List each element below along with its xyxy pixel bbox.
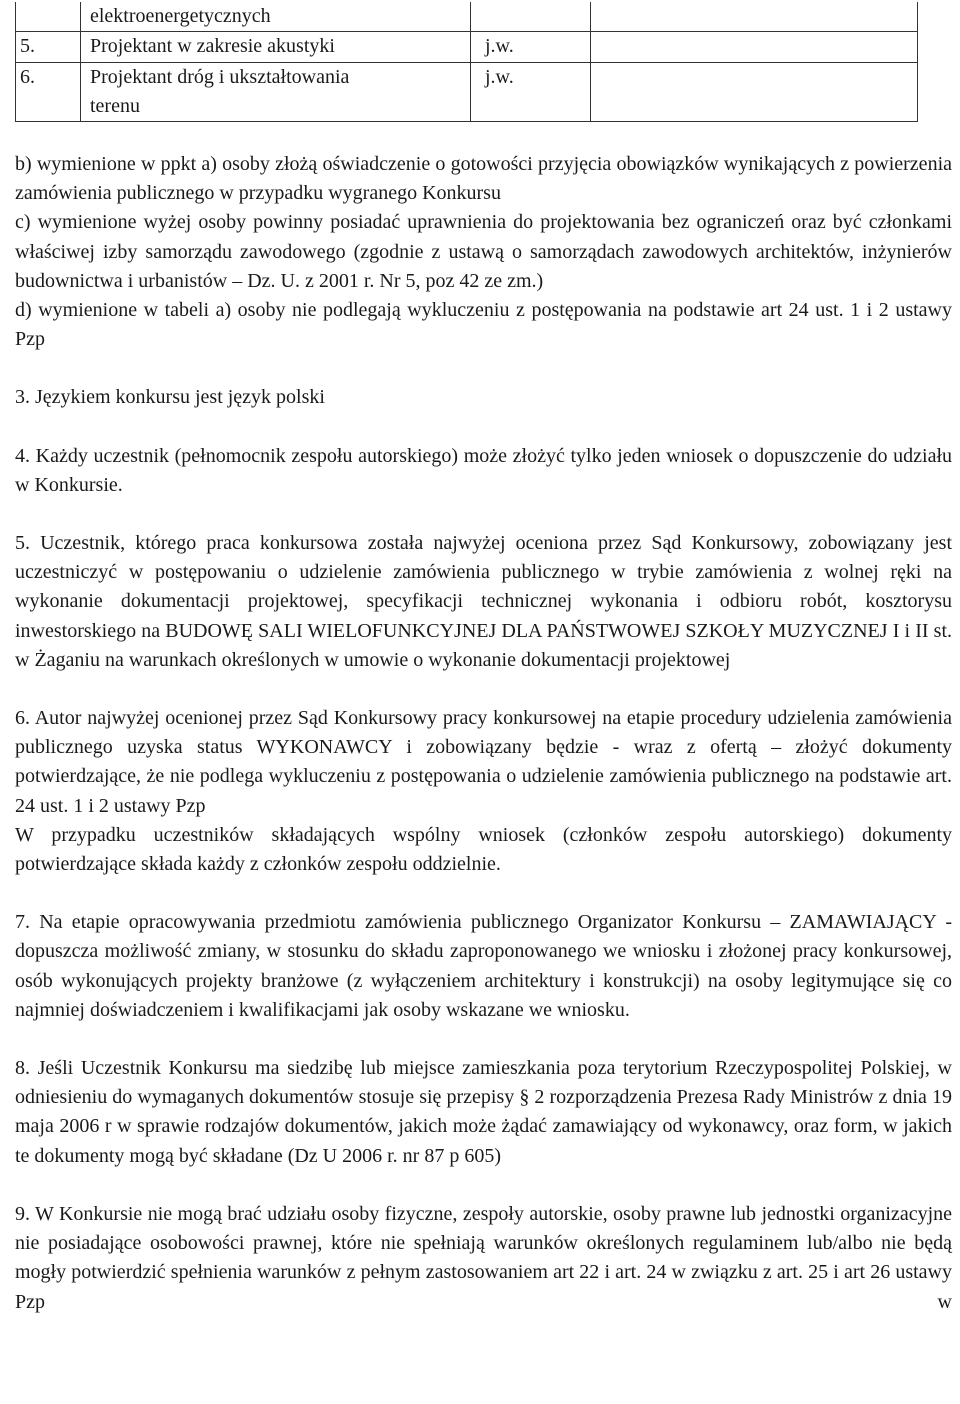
- paragraph-3: 3. Językiem konkursu jest język polski: [15, 386, 325, 409]
- paragraph-7: 7. Na etapie opracowywania przedmiotu zamówienia publicznego Organizator Konkursu – ZAMAWIAJĄCY - dopuszcza możliwość zmiany, w stosunku do składu zaproponowanego we wniosku i złożonej pracy konkursowej, osób wykonujących projekty branżowe (z wyłączeniem architektury i konstrukcji) na osoby legitymujące się co najmniej doświadczeniem i kwalifikacjami jak osoby wskazane we wniosku.: [15, 911, 952, 1021]
- specialists-table: [15, 2, 918, 122]
- paragraph-4: 4. Każdy uczestnik (pełnomocnik zespołu autorskiego) może złożyć tylko jeden wniosek o dopuszczenie do udziału w Konkursie.: [15, 444, 952, 496]
- table-cell-empty: [591, 32, 918, 63]
- row-name-line2: terenu: [90, 95, 140, 117]
- table-cell-name: [81, 2, 471, 32]
- table-cell-num: [16, 32, 81, 63]
- table-row: [16, 63, 918, 122]
- table-row: [16, 2, 918, 32]
- paragraph-9: 9. W Konkursie nie mogą brać udziału osoby fizyczne, zespoły autorskie, osoby prawne lub jednostki organizacyjne nie posiadające osobowości prawnej, które nie spełniają warunków określonych regulaminem lub/albo nie będą mogły potwierdzić spełnienia warunków z pełnym zastosowaniem art 22 i art. 24 w związku z art. 25 i art 26 ustawy Pzp w: [15, 1202, 952, 1313]
- row-name-line1: Projektant dróg i ukształtowania: [90, 66, 350, 88]
- row-number: 6.: [20, 66, 35, 88]
- table-cell-num: [16, 63, 81, 122]
- table-cell-value: [471, 63, 591, 122]
- body-text: [15, 150, 952, 1317]
- paragraph-d: d) wymienione w tabeli a) osoby nie podlegają wykluczeniu z postępowania na podstawie art 24 ust. 1 i 2 ustawy Pzp: [15, 299, 952, 351]
- table-cell-name: [81, 63, 471, 122]
- table-cell-empty: [591, 2, 918, 32]
- paragraph-c: c) wymienione wyżej osoby powinny posiadać uprawnienia do projektowania bez ograniczeń oraz być członkami właściwej izby samorządu zawodowego (zgodnie z ustawą o samorządach zawodowych architektów, inżynierów budownictwa i urbanistów – Dz. U. z 2001 r. Nr 5, poz 42 ze zm.): [15, 211, 952, 292]
- table-row: [16, 32, 918, 63]
- table-cell-num: [16, 2, 81, 32]
- row-value: j.w.: [485, 35, 514, 57]
- table-cell-value: [471, 2, 591, 32]
- paragraph-6b: W przypadku uczestników składających wspólny wniosek (członków zespołu autorskiego) dokumenty potwierdzające składa każdy z członków zespołu oddzielnie.: [15, 823, 952, 876]
- row-value: j.w.: [485, 66, 514, 88]
- paragraph-b: b) wymienione w ppkt a) osoby złożą oświadczenie o gotowości przyjęcia obowiązków wynikających z powierzenia zamówienia publicznego w przypadku wygranego Konkursu: [15, 153, 952, 205]
- paragraph-5: 5. Uczestnik, którego praca konkursowa została najwyżej oceniona przez Sąd Konkursowy, zobowiązany jest uczestniczyć w postępowaniu o udzielenie zamówienia publicznego w trybie zamówienia z wolnej ręki na wykonanie dokumentacji projektowej, specyfikacji technicznej wykonania i odbioru robót, kosztorysu inwestorskiego na BUDOWĘ SALI WIELOFUNKCYJNEJ DLA PAŃSTWOWEJ SZKOŁY MUZYCZNEJ I i II st. w Żaganiu na warunkach określonych w umowie o wykonanie dokumentacji projektowej: [15, 532, 952, 671]
- table-cell-value: [471, 32, 591, 63]
- row-name: Projektant w zakresie akustyki: [90, 35, 335, 57]
- table-cell-empty: [591, 63, 918, 122]
- paragraph-6: 6. Autor najwyżej ocenionej przez Sąd Konkursowy pracy konkursowej na etapie procedury udzielenia zamówienia publicznego uzyska status WYKONAWCY i zobowiązany będzie - wraz z ofertą – złożyć dokumenty potwierdzające, że nie podlega wykluczeniu z postępowania o udzielenie zamówienia publicznego na podstawie art. 24 ust. 1 i 2 ustawy Pzp: [15, 707, 952, 817]
- row-number: 5.: [20, 35, 35, 57]
- paragraph-8: 8. Jeśli Uczestnik Konkursu ma siedzibę lub miejsce zamieszkania poza terytorium Rzeczypospolitej Polskiej, w odniesieniu do wymaganych dokumentów stosuje się przepisy § 2 rozporządzenia Prezesa Rady Ministrów z dnia 19 maja 2006 r w sprawie rodzajów dokumentów, jakich może żądać zamawiający od wykonawcy, oraz form, w jakich te dokumenty mogą być składane (Dz U 2006 r. nr 87 p 605): [15, 1057, 952, 1167]
- table-cell-text: elektroenergetycznych: [90, 5, 271, 27]
- table-cell-name: [81, 32, 471, 63]
